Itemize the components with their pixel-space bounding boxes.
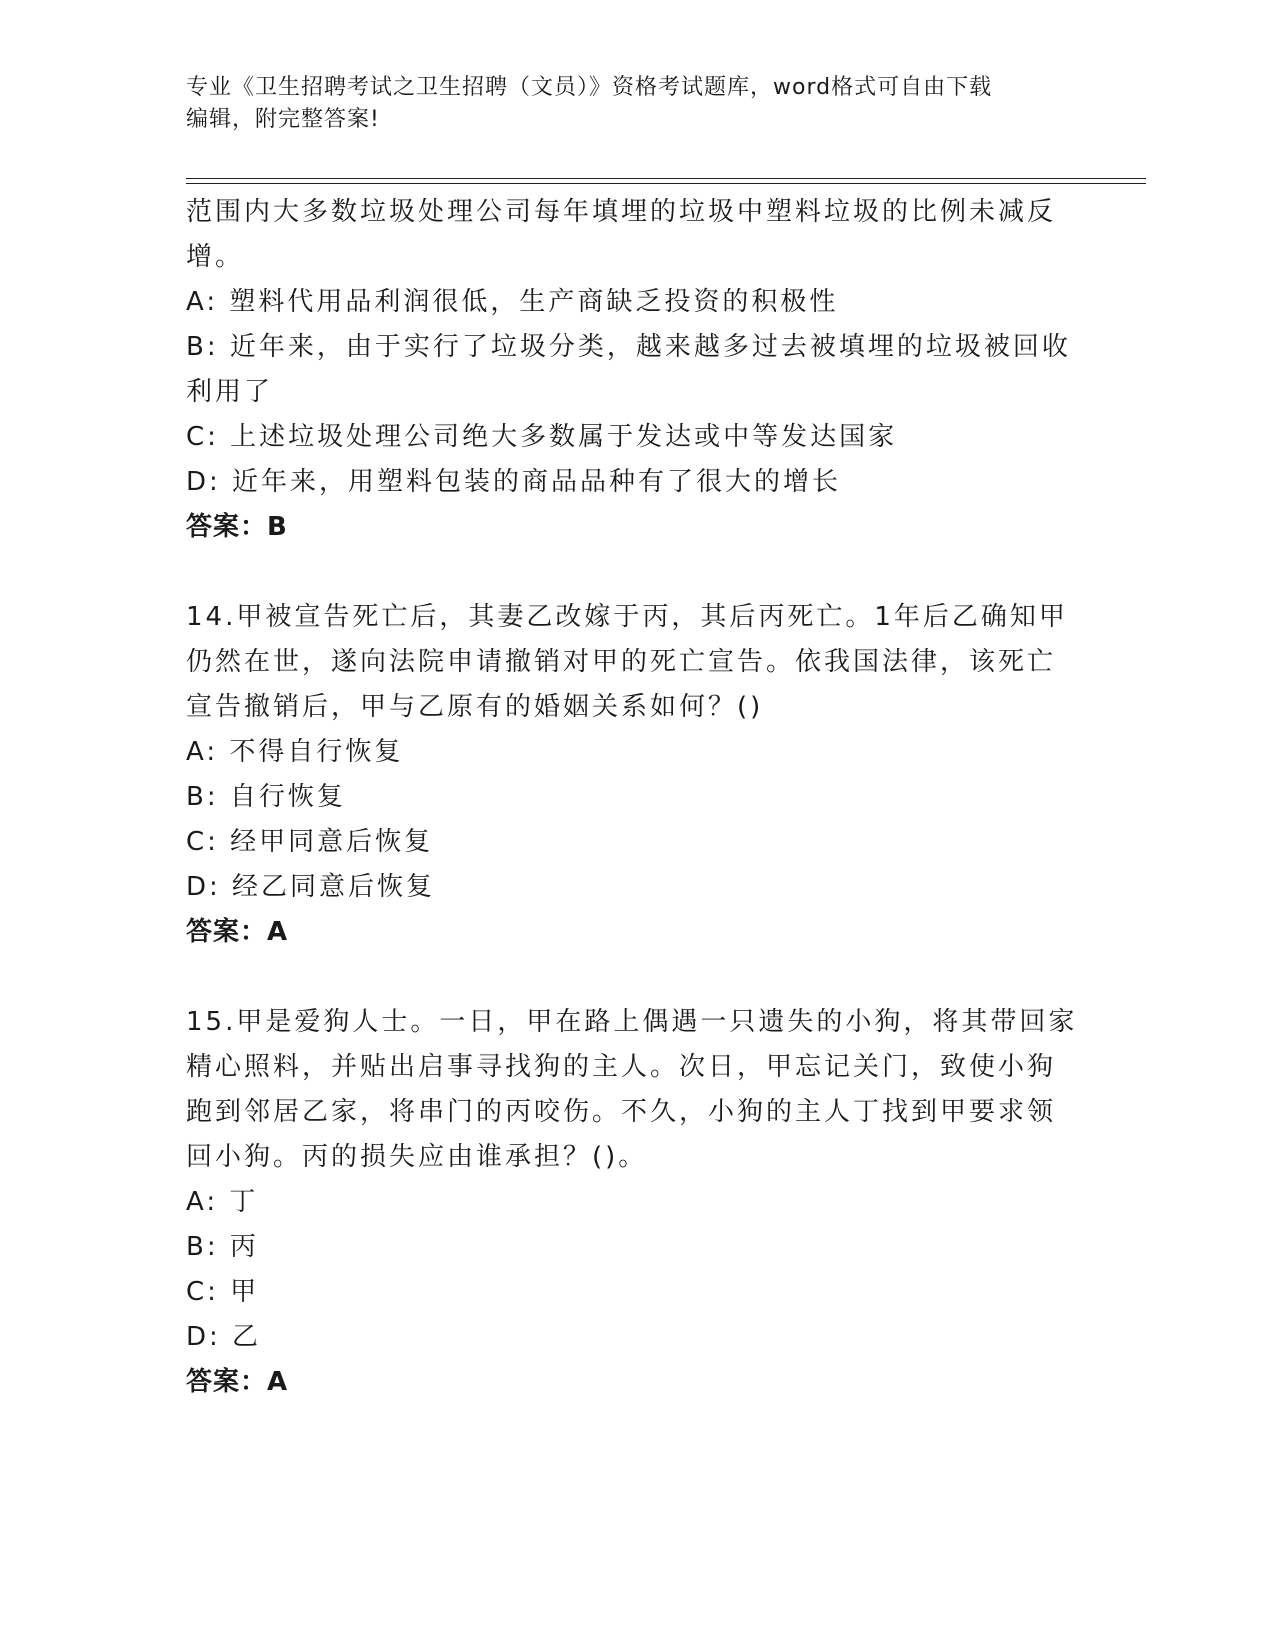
header-divider-top xyxy=(186,178,1146,179)
document-body xyxy=(186,190,1078,1405)
option-a: A: 不得自行恢复 xyxy=(186,737,404,767)
question-stem-line: 增。 xyxy=(186,242,245,272)
option-a: A: 塑料代用品利润很低，生产商缺乏投资的积极性 xyxy=(186,287,839,317)
question-stem-line: 仍然在世，遂向法院申请撤销对甲的死亡宣告。依我国法律，该死亡 xyxy=(186,647,1057,677)
document-header xyxy=(186,72,1066,136)
option-b: B: 自行恢复 xyxy=(186,782,346,812)
option-a: A: 丁 xyxy=(186,1187,259,1217)
spacer xyxy=(186,550,1066,595)
header-divider-bottom xyxy=(186,183,1146,184)
option-b: B: 近年来，由于实行了垃圾分类，越来越多过去被填埋的垃圾被回收 xyxy=(186,332,1071,362)
question-stem-line: 宣告撤销后，甲与乙原有的婚姻关系如何？() xyxy=(186,692,764,722)
question-stem-line: 范围内大多数垃圾处理公司每年填埋的垃圾中塑料垃圾的比例未减反 xyxy=(186,197,1057,227)
header-line-1: 专业《卫生招聘考试之卫生招聘（文员）》资格考试题库，word格式可自由下载 xyxy=(186,75,993,100)
answer-label: 答案：A xyxy=(186,1367,289,1397)
option-b-continued: 利用了 xyxy=(186,377,274,407)
option-b: B: 丙 xyxy=(186,1232,259,1262)
answer-label: 答案：A xyxy=(186,917,289,947)
question-stem-line: 15.甲是爱狗人士。一日，甲在路上偶遇一只遗失的小狗，将其带回家 xyxy=(186,1007,1078,1037)
option-c: C: 甲 xyxy=(186,1277,260,1307)
question-stem-line: 跑到邻居乙家，将串门的丙咬伤。不久，小狗的主人丁找到甲要求领 xyxy=(186,1097,1057,1127)
spacer xyxy=(186,955,1066,1000)
question-15 xyxy=(186,1000,1078,1405)
option-d: D: 经乙同意后恢复 xyxy=(186,872,436,902)
answer-label: 答案：B xyxy=(186,512,288,542)
question-stem-line: 14.甲被宣告死亡后，其妻乙改嫁于丙，其后丙死亡。1年后乙确知甲 xyxy=(186,602,1068,632)
option-c: C: 经甲同意后恢复 xyxy=(186,827,434,857)
option-d: D: 近年来，用塑料包装的商品品种有了很大的增长 xyxy=(186,467,842,497)
option-d: D: 乙 xyxy=(186,1322,262,1352)
question-14 xyxy=(186,595,1066,955)
option-c: C: 上述垃圾处理公司绝大多数属于发达或中等发达国家 xyxy=(186,422,898,452)
question-stem-line: 精心照料，并贴出启事寻找狗的主人。次日，甲忘记关门，致使小狗 xyxy=(186,1052,1057,1082)
header-line-2: 编辑，附完整答案! xyxy=(186,107,380,132)
question-stem-line: 回小狗。丙的损失应由谁承担？()。 xyxy=(186,1142,648,1172)
question-13 xyxy=(186,190,1071,550)
